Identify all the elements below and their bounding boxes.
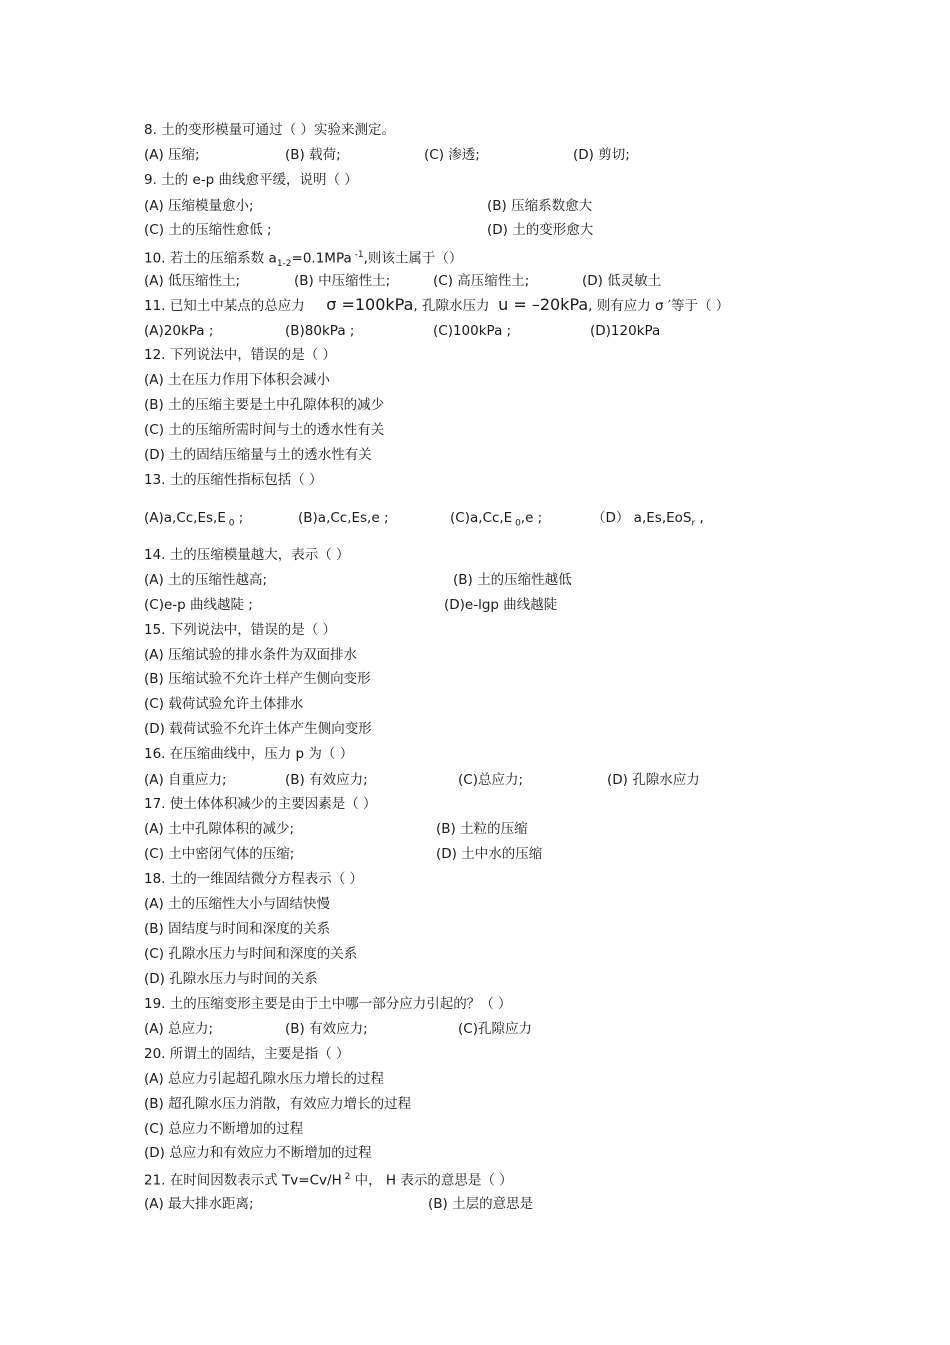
- question-14-option-a: (A) 土的压缩性越高;: [144, 572, 268, 588]
- question-8-option-a: (A) 压缩;: [144, 147, 200, 163]
- question-8-option-b: (B) 载荷;: [285, 147, 341, 163]
- question-10-option-c: (C) 高压缩性土;: [433, 273, 530, 289]
- question-8-option-d: (D) 剪切;: [573, 147, 630, 163]
- question-11-stem: 11. 已知土中某点的总应力 σ =100kPa, 孔隙水压力 u = –20kPa, 则有应力 σ ′等于（ ）: [144, 295, 730, 314]
- question-21-option-a: (A) 最大排水距离;: [144, 1196, 254, 1212]
- question-10-option-b: (B) 中压缩性土;: [294, 273, 391, 289]
- question-10-stem: 10. 若土的压缩系数 $a_{1-2}=0.1MPa$ $^{-1}$,则该土属于（）: [144, 250, 463, 270]
- question-18-option-a: (A) 土的压缩性大小与固结快慢: [144, 896, 331, 912]
- question-13-stem: 13. 土的压缩性指标包括（ ）: [144, 472, 323, 488]
- question-19-option-a: (A) 总应力;: [144, 1021, 214, 1037]
- question-12-option-d: (D) 土的固结压缩量与土的透水性有关: [144, 447, 372, 463]
- question-16-stem: 16. 在压缩曲线中，压力 p 为（ ）: [144, 746, 354, 762]
- question-9-option-a: (A) 压缩模量愈小;: [144, 198, 254, 214]
- question-13-option-b: (B)a,Cc,Es,e ;: [298, 510, 389, 526]
- question-12-option-a: (A) 土在压力作用下体积会减小: [144, 372, 331, 388]
- question-13-option-a: (A)a,Cc,Es,E $_0$ ;: [144, 510, 244, 529]
- question-17-option-c: (C) 土中密闭气体的压缩;: [144, 846, 295, 862]
- question-15-option-b: (B) 压缩试验不允许土样产生侧向变形: [144, 671, 371, 687]
- question-21-option-b: (B) 土层的意思是: [428, 1196, 534, 1212]
- question-9-option-d: (D) 土的变形愈大: [487, 222, 594, 238]
- question-17-stem: 17. 使土体体积减少的主要因素是（ ）: [144, 796, 377, 812]
- question-17-option-a: (A) 土中孔隙体积的减少;: [144, 821, 295, 837]
- question-14-stem: 14. 土的压缩模量越大，表示（ ）: [144, 547, 350, 563]
- question-17-option-b: (B) 土粒的压缩: [436, 821, 528, 837]
- question-15-option-c: (C) 载荷试验允许土体排水: [144, 696, 304, 712]
- question-11-option-b: (B)80kPa ;: [285, 323, 355, 339]
- question-20-stem: 20. 所谓土的固结，主要是指（ ）: [144, 1046, 350, 1062]
- question-20-option-d: (D) 总应力和有效应力不断增加的过程: [144, 1145, 372, 1161]
- question-14-option-b: (B) 土的压缩性越低: [453, 572, 572, 588]
- question-15-option-a: (A) 压缩试验的排水条件为双面排水: [144, 647, 358, 663]
- question-21-stem: 21. 在时间因数表示式 Tv=Cv/H $^2$ 中， H 表示的意思是（ ）: [144, 1172, 513, 1189]
- question-20-option-a: (A) 总应力引起超孔隙水压力增长的过程: [144, 1071, 385, 1087]
- question-8-stem: 8. 土的变形模量可通过（ ）实验来测定。: [144, 122, 395, 138]
- question-9-option-c: (C) 土的压缩性愈低 ;: [144, 222, 272, 238]
- question-14-option-c: (C)e-p 曲线越陡 ;: [144, 597, 253, 613]
- question-8-option-c: (C) 渗透;: [424, 147, 480, 163]
- question-11-option-d: (D)120kPa: [590, 323, 661, 339]
- question-18-option-b: (B) 固结度与时间和深度的关系: [144, 921, 331, 937]
- question-9-stem: 9. 土的 e-p 曲线愈平缓，说明（ ）: [144, 172, 358, 188]
- question-18-option-d: (D) 孔隙水压力与时间的关系: [144, 971, 318, 987]
- question-12-option-c: (C) 土的压缩所需时间与土的透水性有关: [144, 422, 385, 438]
- question-16-option-c: (C)总应力;: [458, 772, 524, 788]
- question-18-stem: 18. 土的一维固结微分方程表示（ ）: [144, 871, 364, 887]
- question-10-option-d: (D) 低灵敏土: [582, 273, 662, 289]
- question-13-option-c: (C)a,Cc,E $_0$,e ;: [450, 510, 543, 529]
- question-20-option-c: (C) 总应力不断增加的过程: [144, 1121, 304, 1137]
- question-19-option-c: (C)孔隙应力: [458, 1021, 532, 1037]
- question-12-stem: 12. 下列说法中，错误的是（ ）: [144, 347, 337, 363]
- question-19-option-b: (B) 有效应力;: [285, 1021, 368, 1037]
- question-11-option-c: (C)100kPa ;: [433, 323, 512, 339]
- question-20-option-b: (B) 超孔隙水压力消散，有效应力增长的过程: [144, 1096, 412, 1112]
- question-9-option-b: (B) 压缩系数愈大: [487, 198, 593, 214]
- question-15-option-d: (D) 载荷试验不允许土体产生侧向变形: [144, 721, 372, 737]
- question-12-option-b: (B) 土的压缩主要是土中孔隙体积的减少: [144, 397, 385, 413]
- question-19-stem: 19. 土的压缩变形主要是由于土中哪一部分应力引起的？（ ）: [144, 996, 512, 1012]
- question-16-option-a: (A) 自重应力;: [144, 772, 227, 788]
- question-15-stem: 15. 下列说法中，错误的是（ ）: [144, 622, 337, 638]
- question-18-option-c: (C) 孔隙水压力与时间和深度的关系: [144, 946, 358, 962]
- question-11-option-a: (A)20kPa ;: [144, 323, 214, 339]
- question-17-option-d: (D) 土中水的压缩: [436, 846, 543, 862]
- question-10-option-a: (A) 低压缩性土;: [144, 273, 241, 289]
- question-13-option-d: （D） a,Es,EoS$_r$ ,: [592, 510, 704, 529]
- question-16-option-b: (B) 有效应力;: [285, 772, 368, 788]
- question-16-option-d: (D) 孔隙水应力: [607, 772, 700, 788]
- question-14-option-d: (D)e-lgp 曲线越陡: [444, 597, 558, 613]
